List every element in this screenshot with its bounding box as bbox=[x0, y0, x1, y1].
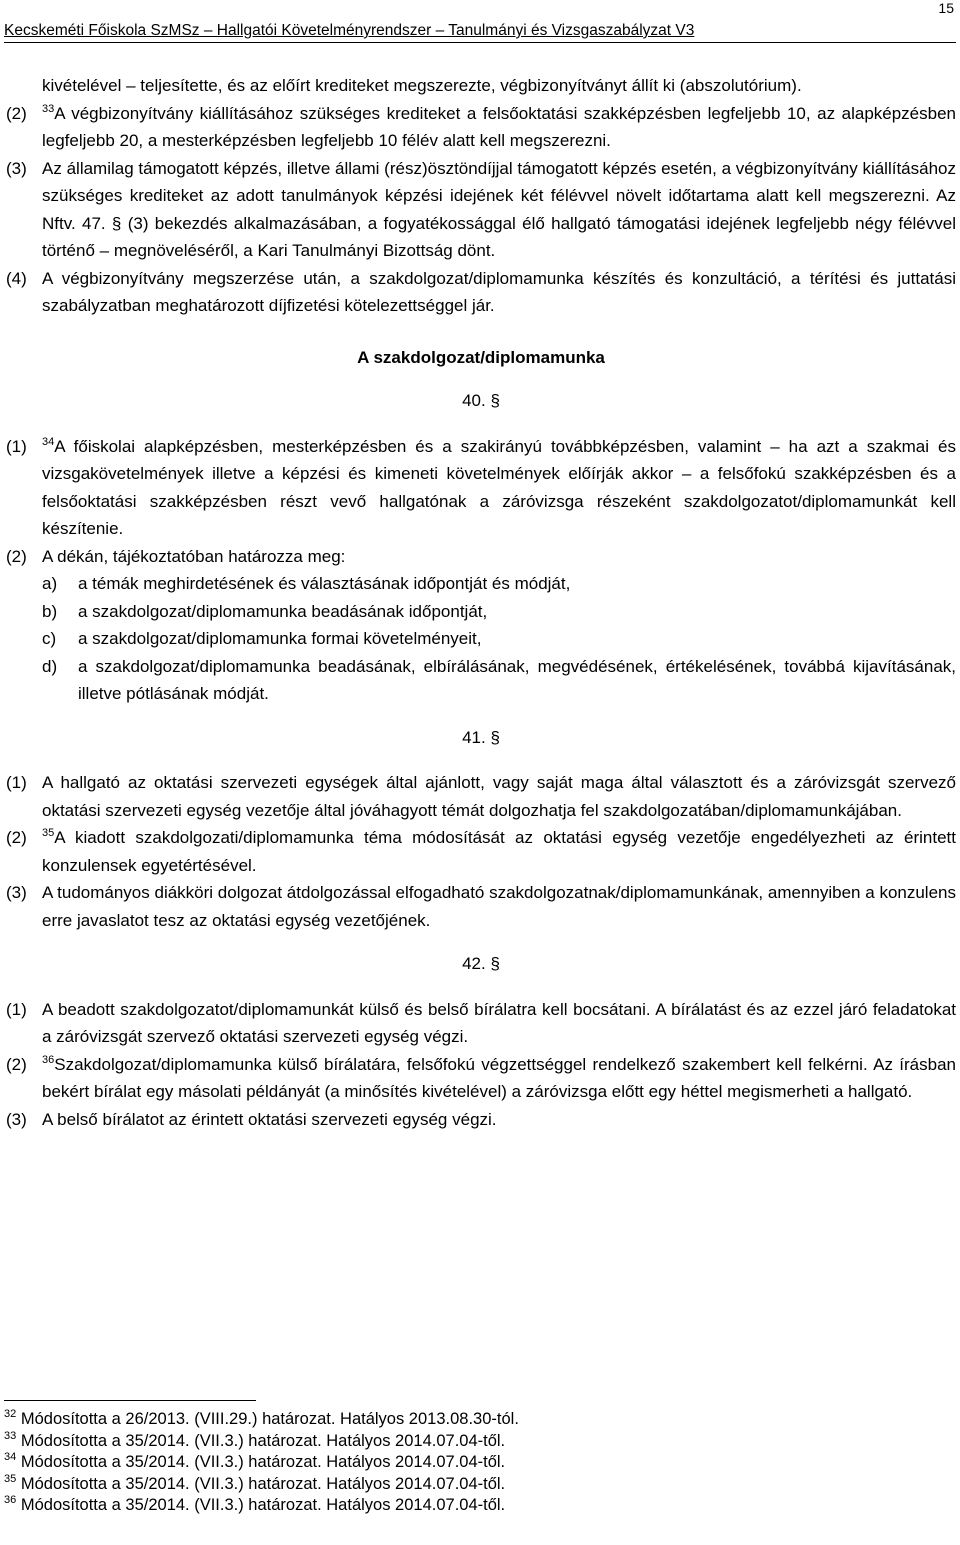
paragraph-number: (2) bbox=[6, 546, 27, 566]
paragraph-text: A kiadott szakdolgozati/diplomamunka téma módosítását az oktatási egység vezetője engedélyezheti az érintett konzulensek egyetértésével. bbox=[42, 828, 956, 875]
list-text: a szakdolgozat/diplomamunka beadásának időpontját, bbox=[78, 601, 488, 621]
list-label: d) bbox=[42, 656, 58, 676]
paragraph-40-1 bbox=[6, 433, 956, 543]
footnote-divider bbox=[4, 1400, 256, 1401]
list-text: a szakdolgozat/diplomamunka beadásának, elbírálásának, megvédésének, értékelésének, továbbá kijavításának, illetve pótlásának módját. bbox=[78, 656, 956, 703]
paragraph-text: A beadott szakdolgozatot/diplomamunkát külső és belső bírálatra kell bocsátani. A bírálatást és az ezzel járó feladatokat a záróvizsgát szervező oktatási szervezeti egység végzi. bbox=[42, 999, 956, 1046]
section-42-title: 42. § bbox=[462, 954, 500, 973]
footnote bbox=[4, 1409, 956, 1431]
section-41-title: 41. § bbox=[462, 727, 500, 747]
list-label: c) bbox=[42, 629, 57, 648]
list-item bbox=[6, 598, 956, 626]
paragraph-41-2 bbox=[6, 824, 956, 879]
footnote-number: 36 bbox=[4, 1494, 17, 1506]
footnote-text: Módosította a 35/2014. (VII.3.) határozat. Hatályos 2014.07.04-től. bbox=[20, 1453, 506, 1471]
footnote-text: Módosította a 35/2014. (VII.3.) határozat. Hatályos 2014.07.04-től. bbox=[20, 1431, 506, 1450]
list-label: a) bbox=[42, 574, 58, 593]
footnote-text: Módosította a 35/2014. (VII.3.) határozat. Hatályos 2014.07.04-től. bbox=[20, 1474, 506, 1493]
paragraph-40-2 bbox=[6, 543, 956, 571]
running-header bbox=[4, 22, 956, 43]
list-label: b) bbox=[42, 601, 58, 621]
list-item bbox=[6, 653, 956, 708]
paragraph-number: (3) bbox=[6, 1109, 27, 1129]
paragraph-text: A főiskolai alapképzésben, mesterképzésben és a szakirányú továbbképzésben, valamint – ha azt a szakmai és vizsgakövetelmények illetve a képzési és kimeneti követelmények előírják akkor – a felsőfokú szakképzésben és a felsőoktatási szakképzésben részt vevő hallgatónak a záróvizsga részeként szakdolgozatot/diplomamunkát kell készítenie. bbox=[42, 436, 956, 538]
paragraph-41-1 bbox=[6, 769, 956, 824]
footnote-text: Módosította a 35/2014. (VII.3.) határozat. Hatályos 2014.07.04-től. bbox=[20, 1496, 506, 1514]
list-item bbox=[6, 625, 956, 653]
paragraph-number: (1) bbox=[6, 773, 27, 792]
paragraph-text: A tudományos diákköri dolgozat átdolgozással elfogadható szakdolgozatnak/diplomamunkának, amennyiben a konzulens erre javaslatot tesz az oktatási egység vezetőjének. bbox=[42, 883, 956, 930]
footnote-number: 34 bbox=[4, 1451, 17, 1463]
paragraph-number: (3) bbox=[6, 883, 27, 902]
paragraph-39-2 bbox=[6, 100, 956, 155]
footnote-text: Módosította a 26/2013. (VIII.29.) határozat. Hatályos 2013.08.30-tól. bbox=[20, 1410, 519, 1428]
header-text: Kecskeméti Főiskola SzMSz – Hallgatói Követelményrendszer – Tanulmányi és Vizsgaszabályzat V3 bbox=[4, 22, 695, 39]
footnote bbox=[4, 1495, 956, 1517]
paragraph-39-3 bbox=[6, 155, 956, 265]
paragraph-number: (2) bbox=[6, 103, 27, 123]
paragraph-text: A dékán, tájékoztatóban határozza meg: bbox=[42, 546, 346, 566]
paragraph-text: A belső bírálatot az érintett oktatási szervezeti egység végzi. bbox=[42, 1109, 497, 1129]
footnote-number: 32 bbox=[4, 1408, 17, 1420]
paragraph-number: (4) bbox=[6, 268, 27, 288]
page-number: 15 bbox=[938, 0, 954, 16]
section-heading: A szakdolgozat/diplomamunka bbox=[357, 347, 605, 367]
paragraph-42-2 bbox=[6, 1051, 956, 1106]
paragraph-text: Szakdolgozat/diplomamunka külső bírálatára, felsőfokú végzettséggel rendelkező szakembert kell felkérni. Az írásban bekért bírálat egy másolati példányát (a minősítés kivételével) a záróvizsga előtt egy héttel megismerheti a hallgató. bbox=[42, 1054, 956, 1101]
paragraph-41-3 bbox=[6, 879, 956, 934]
paragraph-39-4 bbox=[6, 265, 956, 320]
footnote bbox=[4, 1452, 956, 1474]
paragraph-number: (1) bbox=[6, 436, 27, 456]
document-body bbox=[6, 72, 956, 1133]
continued-paragraph: kivételével – teljesítette, és az előírt krediteket megszerezte, végbizonyítványt állít ki (abszolutórium). bbox=[42, 76, 802, 95]
paragraph-text: A végbizonyítvány megszerzése után, a szakdolgozat/diplomamunka készítés és konzultáció, a térítési és juttatási szabályzatban meghatározott díjfizetési kötelezettséggel jár. bbox=[42, 268, 956, 315]
paragraph-text: A végbizonyítvány kiállításához szükséges krediteket a felsőoktatási szakképzésben legfeljebb 10, az alapképzésben legfeljebb 20, a mesterképzésben legfeljebb 10 félév alatt kell megszerezni. bbox=[42, 103, 956, 150]
footnotes bbox=[4, 1400, 956, 1517]
list-item bbox=[6, 570, 956, 598]
footnote-number: 33 bbox=[4, 1429, 17, 1442]
paragraph-text: A hallgató az oktatási szervezeti egységek által ajánlott, vagy saját maga által választott és a záróvizsgát szervező oktatási szervezeti egység vezetője által jóváhagyott témát dolgozhatja fel szakdolgozatában/diplomamunkájában. bbox=[42, 773, 956, 820]
list-text: a szakdolgozat/diplomamunka formai követelményeit, bbox=[78, 629, 482, 648]
footnote-ref[interactable]: 33 bbox=[42, 102, 55, 115]
paragraph-number: (1) bbox=[6, 999, 27, 1019]
paragraph-text: Az államilag támogatott képzés, illetve állami (rész)ösztöndíjjal támogatott képzés esetén, a végbizonyítvány kiállításához szükséges krediteket az adott tanulmányok képzési idejének két félévvel növelt időtartama alatt kell megszerezni. Az Nftv. 47. § (3) bekezdés alkalmazásában, a fogyatékossággal élő hallgató támogatási idejének legfeljebb négy félévvel történő – megnöveléséről, a Kari Tanulmányi Bizottság dönt. bbox=[42, 158, 956, 260]
paragraph-number: (2) bbox=[6, 1054, 27, 1074]
section-40-title: 40. § bbox=[462, 391, 500, 410]
list-text: a témák meghirdetésének és választásának időpontját és módját, bbox=[78, 574, 571, 593]
paragraph-42-3 bbox=[6, 1106, 956, 1134]
footnote-ref[interactable]: 35 bbox=[42, 827, 55, 839]
paragraph-number: (2) bbox=[6, 828, 27, 847]
footnote-number: 35 bbox=[4, 1472, 17, 1485]
footnote-ref[interactable]: 36 bbox=[42, 1053, 55, 1066]
footnote-ref[interactable]: 34 bbox=[42, 435, 55, 448]
footnote bbox=[4, 1431, 956, 1453]
paragraph-number: (3) bbox=[6, 158, 27, 178]
footnote bbox=[4, 1474, 956, 1496]
paragraph-42-1 bbox=[6, 996, 956, 1051]
